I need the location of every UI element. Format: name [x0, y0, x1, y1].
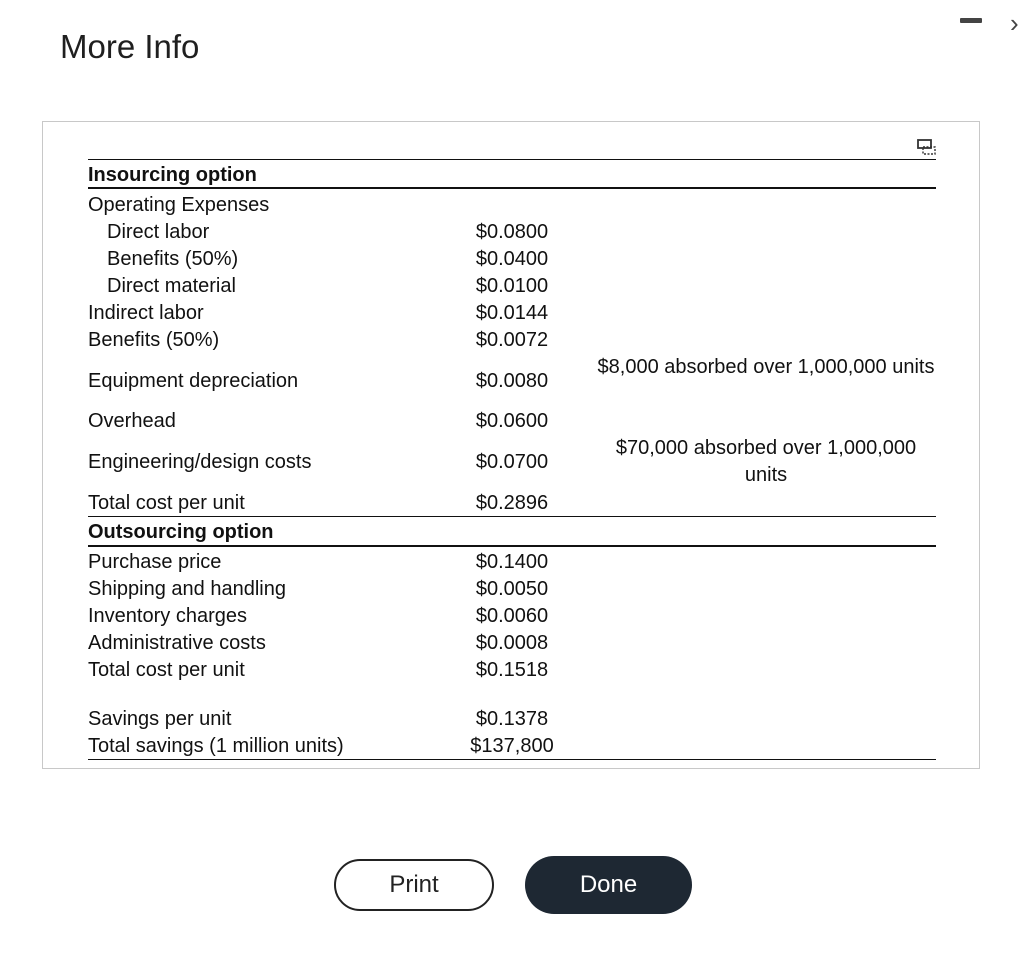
direct-material-value: $0.0100	[475, 275, 549, 297]
outsourcing-header-rule	[88, 545, 936, 547]
equipment-depreciation-value: $0.0080	[475, 370, 549, 392]
insourcing-total-value: $0.2896	[475, 492, 549, 514]
benefits-indirect-label: Benefits (50%)	[88, 329, 220, 351]
direct-labor-label: Direct labor	[107, 221, 210, 243]
insourcing-header-rule	[88, 187, 936, 189]
dialog-title: More Info	[60, 28, 200, 65]
indirect-labor-value: $0.0144	[475, 302, 549, 324]
shipping-handling-label: Shipping and handling	[88, 578, 286, 600]
overhead-value: $0.0600	[475, 410, 549, 432]
print-button[interactable]: Print	[334, 859, 494, 911]
table-top-rule	[88, 159, 936, 160]
overhead-label: Overhead	[88, 410, 176, 432]
total-savings-value: $137,800	[470, 735, 554, 757]
savings-per-unit-label: Savings per unit	[88, 708, 232, 730]
indirect-labor-label: Indirect labor	[88, 302, 204, 324]
outsourcing-total-label: Total cost per unit	[88, 659, 245, 681]
copy-icon[interactable]	[917, 138, 937, 156]
done-button[interactable]: Done	[525, 856, 692, 914]
table-bottom-rule	[88, 759, 936, 760]
benefits-direct-value: $0.0400	[475, 248, 549, 270]
shipping-handling-value: $0.0050	[475, 578, 549, 600]
purchase-price-value: $0.1400	[475, 551, 549, 573]
insourcing-heading: Insourcing option	[88, 164, 257, 186]
engineering-design-label: Engineering/design costs	[88, 451, 312, 473]
insourcing-total-label: Total cost per unit	[88, 492, 245, 514]
operating-expenses-label: Operating Expenses	[88, 194, 270, 216]
engineering-design-note: $70,000 absorbed over 1,000,000 units	[615, 437, 917, 486]
savings-per-unit-value: $0.1378	[475, 708, 549, 730]
insourcing-total-rule	[88, 516, 936, 517]
benefits-indirect-value: $0.0072	[475, 329, 549, 351]
engineering-design-value: $0.0700	[475, 451, 549, 473]
total-savings-label: Total savings (1 million units)	[88, 735, 344, 757]
benefits-direct-label: Benefits (50%)	[107, 248, 239, 270]
outsourcing-heading: Outsourcing option	[88, 521, 274, 543]
outsourcing-total-value: $0.1518	[475, 659, 549, 681]
inventory-charges-label: Inventory charges	[88, 605, 247, 627]
administrative-costs-label: Administrative costs	[88, 632, 266, 654]
administrative-costs-value: $0.0008	[475, 632, 549, 654]
direct-material-label: Direct material	[107, 275, 236, 297]
equipment-depreciation-note: $8,000 absorbed over 1,000,000 units	[597, 356, 935, 378]
purchase-price-label: Purchase price	[88, 551, 222, 573]
close-icon[interactable]: ›	[1010, 8, 1019, 38]
inventory-charges-value: $0.0060	[475, 605, 549, 627]
equipment-depreciation-label: Equipment depreciation	[88, 370, 299, 392]
minimize-icon[interactable]	[960, 18, 982, 23]
direct-labor-value: $0.0800	[475, 221, 549, 243]
